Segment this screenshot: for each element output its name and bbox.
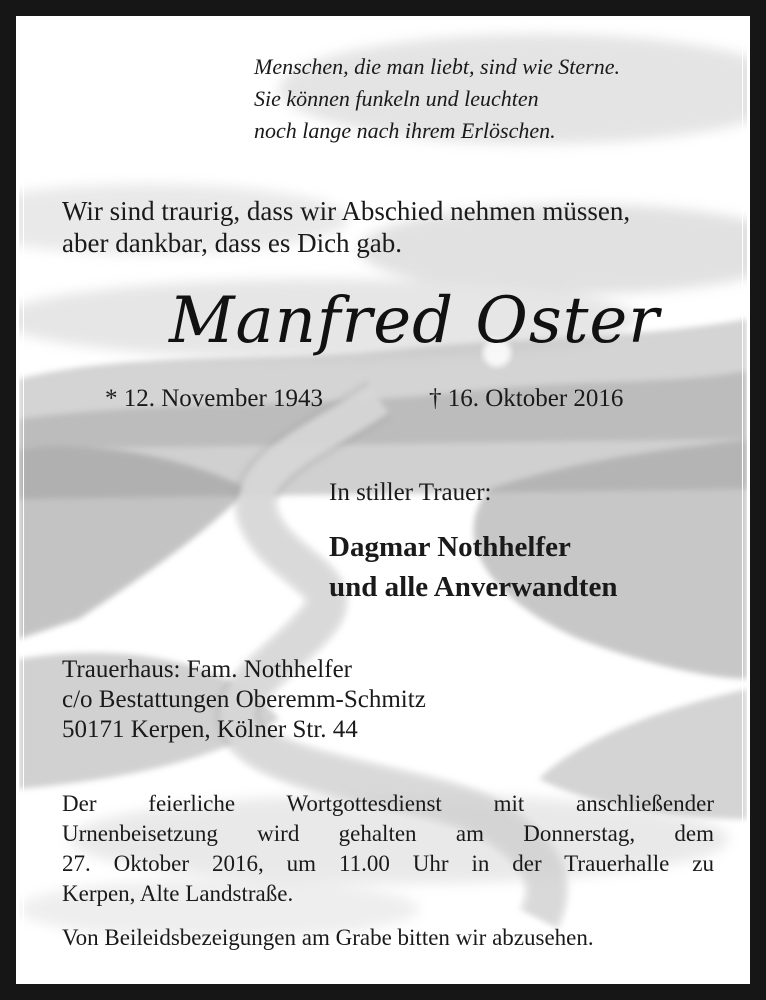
death-date: † 16. Oktober 2016 xyxy=(429,385,624,412)
mourner-name: und alle Anverwandten xyxy=(329,571,618,603)
service-line: 27. Oktober 2016, um 11.00 Uhr in der Trauerhalle zu xyxy=(62,851,714,876)
address-line: c/o Bestattungen Oberemm-Schmitz xyxy=(62,686,426,713)
memorial-quote xyxy=(254,51,620,147)
intro-line: aber dankbar, dass es Dich gab. xyxy=(62,228,403,258)
quote-line: Sie können funkeln und leuchten xyxy=(254,86,539,111)
service-line: Der feierliche Wortgottesdienst mit anschließender xyxy=(62,791,714,816)
quote-line: noch lange nach ihrem Erlöschen. xyxy=(254,118,556,143)
mourners xyxy=(329,527,617,607)
mourning-label: In stiller Trauer: xyxy=(329,479,492,506)
mourner-name: Dagmar Nothhelfer xyxy=(329,531,571,563)
intro-line: Wir sind traurig, dass wir Abschied nehmen müssen, xyxy=(62,196,631,226)
address-line: Trauerhaus: Fam. Nothhelfer xyxy=(62,656,352,683)
intro-text xyxy=(62,195,630,259)
service-information xyxy=(62,789,714,909)
quote-line: Menschen, die man liebt, sind wie Sterne. xyxy=(254,54,620,79)
obituary-notice xyxy=(16,16,750,984)
service-line: Urnenbeisetzung wird gehalten am Donnerstag, dem xyxy=(62,821,714,846)
address-line: 50171 Kerpen, Kölner Str. 44 xyxy=(62,716,358,743)
service-line: Kerpen, Alte Landstraße. xyxy=(62,881,294,906)
mourning-house-address xyxy=(62,655,426,745)
closing-note: Von Beileidsbezeigungen am Grabe bitten wir abzusehen. xyxy=(62,925,594,950)
deceased-name: Manfred Oster xyxy=(169,284,660,358)
birth-date: * 12. November 1943 xyxy=(105,385,324,412)
